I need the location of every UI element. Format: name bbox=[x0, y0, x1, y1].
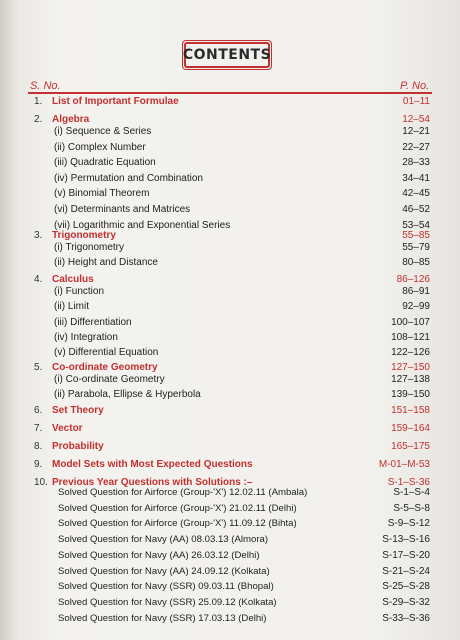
entry-label: (iv) Integration bbox=[54, 331, 118, 343]
entry-label: Algebra bbox=[52, 114, 90, 125]
entry-page-range: 151–158 bbox=[391, 405, 430, 416]
entry-page-range: S-29–S-32 bbox=[382, 596, 430, 608]
entry-label: Co-ordinate Geometry bbox=[52, 362, 158, 373]
entry-page-range: 55–85 bbox=[402, 230, 430, 241]
entry-page-range: S-21–S-24 bbox=[382, 565, 430, 577]
entry-label: (vi) Determinants and Matrices bbox=[54, 204, 191, 215]
section-number: 10. bbox=[34, 477, 48, 488]
entry-label: (ii) Complex Number bbox=[54, 141, 146, 153]
section-number: 1. bbox=[34, 96, 43, 107]
entry-label: Solved Question for Airforce (Group-'X') 21.02.11 (Delhi) bbox=[58, 502, 297, 514]
entry-label: (iii) Differentiation bbox=[54, 316, 132, 328]
entry-page-range: 86–126 bbox=[396, 274, 430, 285]
entry-page-range: S-1–S-4 bbox=[393, 487, 430, 498]
toc-subsection-row bbox=[0, 301, 460, 315]
toc-subsection-row bbox=[0, 204, 460, 218]
toc-subsection-row bbox=[0, 286, 460, 300]
entry-page-range: S-33–S-36 bbox=[382, 612, 430, 624]
toc-subsection-row bbox=[0, 389, 460, 403]
toc-section-row bbox=[0, 96, 460, 110]
entry-label: (v) Differential Equation bbox=[54, 347, 159, 359]
toc-subsection-row bbox=[0, 317, 460, 331]
toc-solved-question-row bbox=[0, 613, 460, 627]
entry-label: Previous Year Questions with Solutions :– bbox=[52, 477, 253, 488]
entry-page-range: S-9–S-12 bbox=[387, 518, 430, 530]
entry-page-range: 127–138 bbox=[391, 374, 430, 385]
entry-label: (ii) Height and Distance bbox=[54, 256, 158, 268]
toc-subsection-row bbox=[0, 242, 460, 256]
entry-label: Probability bbox=[52, 441, 104, 452]
entry-label: (ii) Limit bbox=[54, 301, 89, 313]
entry-page-range: 165–175 bbox=[391, 441, 430, 452]
entry-page-range: S-17–S-20 bbox=[382, 549, 430, 561]
toc-subsection-row bbox=[0, 332, 460, 346]
entry-label: (iii) Quadratic Equation bbox=[54, 157, 156, 169]
toc-section-row bbox=[0, 441, 460, 455]
entry-label: Trigonometry bbox=[52, 230, 116, 241]
entry-page-range: 34–41 bbox=[402, 172, 430, 184]
toc-subsection-row bbox=[0, 374, 460, 388]
section-number: 9. bbox=[34, 459, 43, 470]
entry-page-range: 100–107 bbox=[391, 316, 430, 328]
entry-page-range: 12–21 bbox=[402, 126, 430, 137]
entry-label: Solved Question for Airforce (Group-'X') 11.09.12 (Bihta) bbox=[58, 518, 297, 530]
page-title: CONTENTS bbox=[182, 47, 272, 63]
contents-title-box bbox=[184, 42, 270, 68]
toc-solved-question-row bbox=[0, 566, 460, 580]
entry-label: (vii) Logarithmic and Exponential Series bbox=[54, 219, 231, 231]
toc-subsection-row bbox=[0, 126, 460, 140]
entry-page-range: S-25–S-28 bbox=[382, 581, 430, 593]
entry-label: (i) Sequence & Series bbox=[54, 126, 152, 137]
entry-page-range: S-5–S-8 bbox=[393, 502, 430, 514]
toc-solved-question-row bbox=[0, 581, 460, 595]
toc-section-row bbox=[0, 405, 460, 419]
entry-label: Solved Question for Navy (SSR) 09.03.11 (Bhopal) bbox=[58, 581, 274, 593]
entry-page-range: 46–52 bbox=[402, 204, 430, 215]
toc-subsection-row bbox=[0, 188, 460, 202]
toc-solved-question-row bbox=[0, 534, 460, 548]
toc-subsection-row bbox=[0, 173, 460, 187]
toc-subsection-row bbox=[0, 257, 460, 271]
page-number-header: P. No. bbox=[400, 80, 430, 92]
entry-page-range: 28–33 bbox=[402, 157, 430, 169]
toc-solved-question-row bbox=[0, 503, 460, 517]
toc-section-row bbox=[0, 459, 460, 473]
entry-page-range: S-13–S-16 bbox=[382, 534, 430, 546]
entry-label: Solved Question for Navy (SSR) 25.09.12 (Kolkata) bbox=[58, 596, 277, 608]
entry-page-range: 108–121 bbox=[391, 331, 430, 343]
entry-label: Solved Question for Navy (AA) 08.03.13 (Almora) bbox=[58, 534, 269, 546]
section-number: 3. bbox=[34, 230, 43, 241]
entry-page-range: M-01–M-53 bbox=[378, 459, 430, 470]
entry-page-range: 42–45 bbox=[402, 188, 430, 200]
toc-subsection-row bbox=[0, 157, 460, 171]
entry-label: Model Sets with Most Expected Questions bbox=[52, 459, 253, 470]
entry-label: (ii) Parabola, Ellipse & Hyperbola bbox=[54, 388, 201, 400]
entry-label: Calculus bbox=[52, 274, 94, 285]
serial-number-header: S. No. bbox=[30, 80, 61, 92]
entry-page-range: 80–85 bbox=[402, 256, 430, 268]
entry-label: Solved Question for Navy (AA) 24.09.12 (Kolkata) bbox=[58, 565, 270, 577]
entry-page-range: 55–79 bbox=[402, 242, 430, 253]
toc-section-row bbox=[0, 423, 460, 437]
entry-label: (iv) Permutation and Combination bbox=[54, 172, 203, 184]
entry-label: List of Important Formulae bbox=[52, 96, 179, 107]
section-number: 5. bbox=[34, 362, 43, 373]
section-number: 8. bbox=[34, 441, 43, 452]
entry-page-range: 159–164 bbox=[391, 423, 430, 434]
entry-label: (v) Binomial Theorem bbox=[54, 188, 150, 200]
section-number: 2. bbox=[34, 114, 43, 125]
section-number: 7. bbox=[34, 423, 43, 434]
entry-label: (i) Trigonometry bbox=[54, 242, 125, 253]
entry-page-range: S-1–S-36 bbox=[387, 477, 430, 488]
toc-solved-question-row bbox=[0, 550, 460, 564]
entry-label: Solved Question for Airforce (Group-'X') 12.02.11 (Ambala) bbox=[58, 487, 308, 498]
entry-page-range: 12–54 bbox=[402, 114, 430, 125]
entry-label: Solved Question for Navy (AA) 26.03.12 (Delhi) bbox=[58, 549, 260, 561]
entry-label: Set Theory bbox=[52, 405, 104, 416]
header-divider bbox=[28, 92, 432, 94]
entry-page-range: 92–99 bbox=[402, 301, 430, 313]
entry-page-range: 01–11 bbox=[402, 96, 430, 107]
entry-page-range: 86–91 bbox=[402, 286, 430, 297]
toc-solved-question-row bbox=[0, 487, 460, 501]
toc-solved-question-row bbox=[0, 518, 460, 532]
section-number: 4. bbox=[34, 274, 43, 285]
entry-page-range: 122–126 bbox=[391, 347, 430, 359]
entry-label: (i) Co-ordinate Geometry bbox=[54, 374, 165, 385]
toc-subsection-row bbox=[0, 347, 460, 361]
entry-label: Solved Question for Navy (SSR) 17.03.13 (Delhi) bbox=[58, 612, 267, 624]
toc-solved-question-row bbox=[0, 597, 460, 611]
entry-page-range: 53–54 bbox=[402, 219, 430, 231]
entry-page-range: 139–150 bbox=[391, 388, 430, 400]
entry-page-range: 127–150 bbox=[391, 362, 430, 373]
entry-page-range: 22–27 bbox=[402, 141, 430, 153]
entry-label: Vector bbox=[52, 423, 83, 434]
entry-label: (i) Function bbox=[54, 286, 105, 297]
section-number: 6. bbox=[34, 405, 43, 416]
toc-subsection-row bbox=[0, 142, 460, 156]
